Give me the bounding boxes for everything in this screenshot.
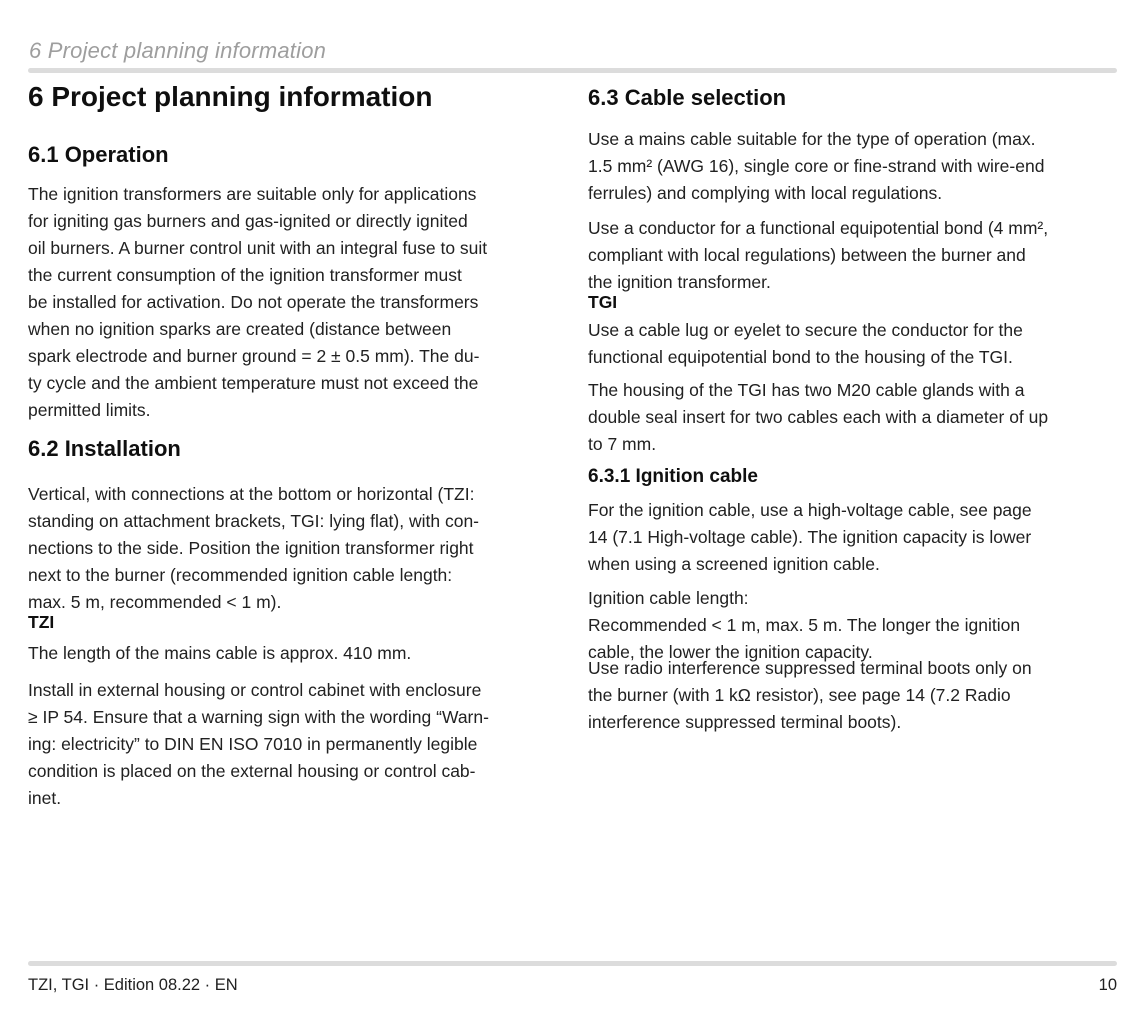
section-6-3-paragraph-2: Use a conductor for a functional equipotential bond (4 mm², compliant with local regulations) between the burner and the ignition transformer. bbox=[588, 218, 1049, 292]
section-heading-6-3-1: 6.3.1 Ignition cable bbox=[588, 466, 758, 487]
page-title: 6 Project planning information bbox=[28, 81, 433, 112]
section-6-2-paragraph: Vertical, with connections at the bottom or horizontal (TZI: standing on attachment brackets, TGI: lying flat), with con- nections to the side. Position the ignition transformer right next to the burner (recommended ignition cable length: max. 5 m, recommended < 1 m). bbox=[28, 484, 480, 612]
tzi-paragraph-2: Install in external housing or control cabinet with enclosure ≥ IP 54. Ensure that a warning sign with the wording “Warn- ing: electricity” to DIN EN ISO 7010 in permanently legible condition is placed on the external housing or control cab- inet. bbox=[28, 680, 489, 808]
section-6-3-1-paragraph-3: Use radio interference suppressed terminal boots only on the burner (with 1 kΩ resistor), see page 14 (7.2 Radio interference suppressed terminal boots). bbox=[588, 658, 1032, 732]
running-header: 6 Project planning information bbox=[29, 38, 327, 63]
section-6-1-paragraph: The ignition transformers are suitable only for applications for igniting gas burners and gas-ignited or directly ignited oil burners. A burner control unit with an integral fuse to suit the current consumption of the ignition transformer must be installed for activation. Do not operate the transformers when no ignition sparks are created (distance between spark electrode and burner ground = 2 ± 0.5 mm). The du- ty cycle and the ambient temperature must not exceed the permitted limits. bbox=[28, 184, 488, 420]
footer-page-number: 10 bbox=[1098, 976, 1117, 994]
section-6-3-1-paragraph-1: For the ignition cable, use a high-voltage cable, see page 14 (7.1 High-voltage cable). The ignition capacity is lower when using a screened ignition cable. bbox=[588, 500, 1032, 574]
header-rule bbox=[28, 68, 1117, 73]
section-6-3-paragraph-1: Use a mains cable suitable for the type of operation (max. 1.5 mm² (AWG 16), single core or fine-strand with wire-end ferrules) and complying with local regulations. bbox=[588, 129, 1045, 203]
footer-rule bbox=[28, 961, 1117, 966]
tzi-paragraph-1: The length of the mains cable is approx. 410 mm. bbox=[28, 643, 412, 663]
tgi-paragraph-2: The housing of the TGI has two M20 cable glands with a double seal insert for two cables each with a diameter of up to 7 mm. bbox=[588, 380, 1049, 454]
section-heading-6-1: 6.1 Operation bbox=[28, 142, 169, 167]
section-6-3-1-paragraph-2: Ignition cable length: Recommended < 1 m, max. 5 m. The longer the ignition cable, the lower the ignition capacity. bbox=[588, 588, 1021, 662]
tgi-paragraph-1: Use a cable lug or eyelet to secure the conductor for the functional equipotential bond to the housing of the TGI. bbox=[588, 320, 1023, 367]
tzi-subheading: TZI bbox=[28, 612, 55, 632]
section-heading-6-3: 6.3 Cable selection bbox=[588, 85, 787, 110]
footer-document-info: TZI, TGI · Edition 08.22 · EN bbox=[28, 976, 238, 994]
tgi-subheading: TGI bbox=[588, 292, 618, 312]
section-heading-6-2: 6.2 Installation bbox=[28, 436, 181, 461]
